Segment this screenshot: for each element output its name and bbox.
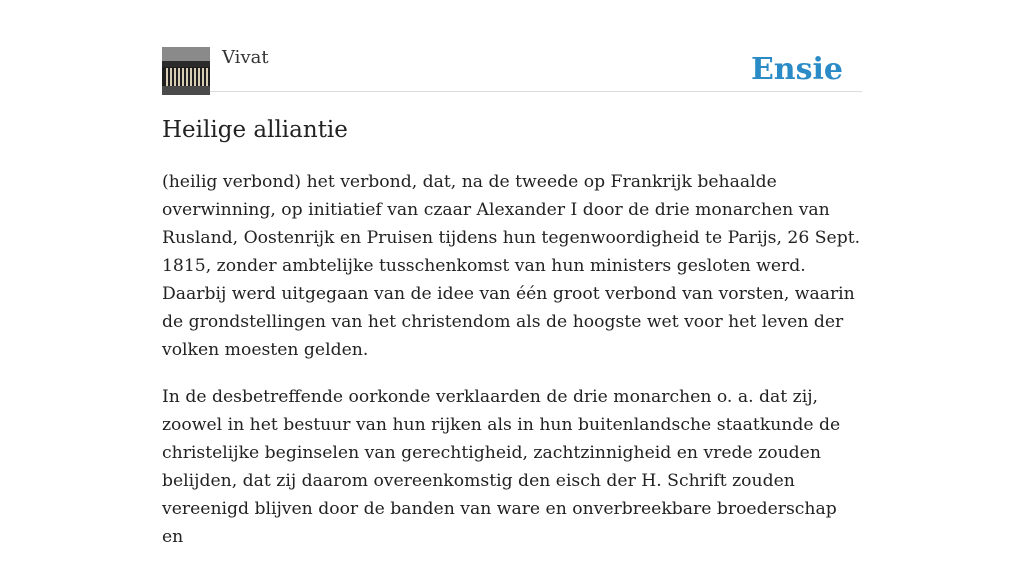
article-body bbox=[162, 168, 862, 570]
header bbox=[162, 46, 862, 92]
source-name[interactable]: Vivat bbox=[222, 47, 269, 68]
paragraph: (heilig verbond) het verbond, dat, na de tweede op Frankrijk behaalde overwinning, op initiatief van czaar Alexander I door de drie monarchen van Rusland, Oostenrijk en Pruisen tijdens hun tegenwoordigheid te Parijs, 26 Sept. 1815, zonder ambtelijke tusschenkomst van hun ministers gesloten werd. Daarbij werd uitgegaan van de idee van één groot verbond van vorsten, waarin de grondstellingen van het christendom als de hoogste wet voor het leven der volken moesten gelden. bbox=[162, 172, 861, 360]
paragraph: In de desbetreffende oorkonde verklaarden de drie monarchen o. a. dat zij, zoowel in het bestuur van hun rijken als in hun buitenlandsche staatkunde de christelijke beginselen van gerechtigheid, zachtzinnigheid en vrede zouden belijden, dat zij daarom overeenkomstig den eisch der H. Schrift zouden vereenigd blijven door de banden van ware en onverbreekbare broederschap en bbox=[162, 387, 841, 547]
library-books-icon[interactable] bbox=[162, 47, 210, 95]
brand-logo[interactable]: Ensie bbox=[750, 52, 843, 87]
page-title: Heilige alliantie bbox=[162, 117, 348, 143]
